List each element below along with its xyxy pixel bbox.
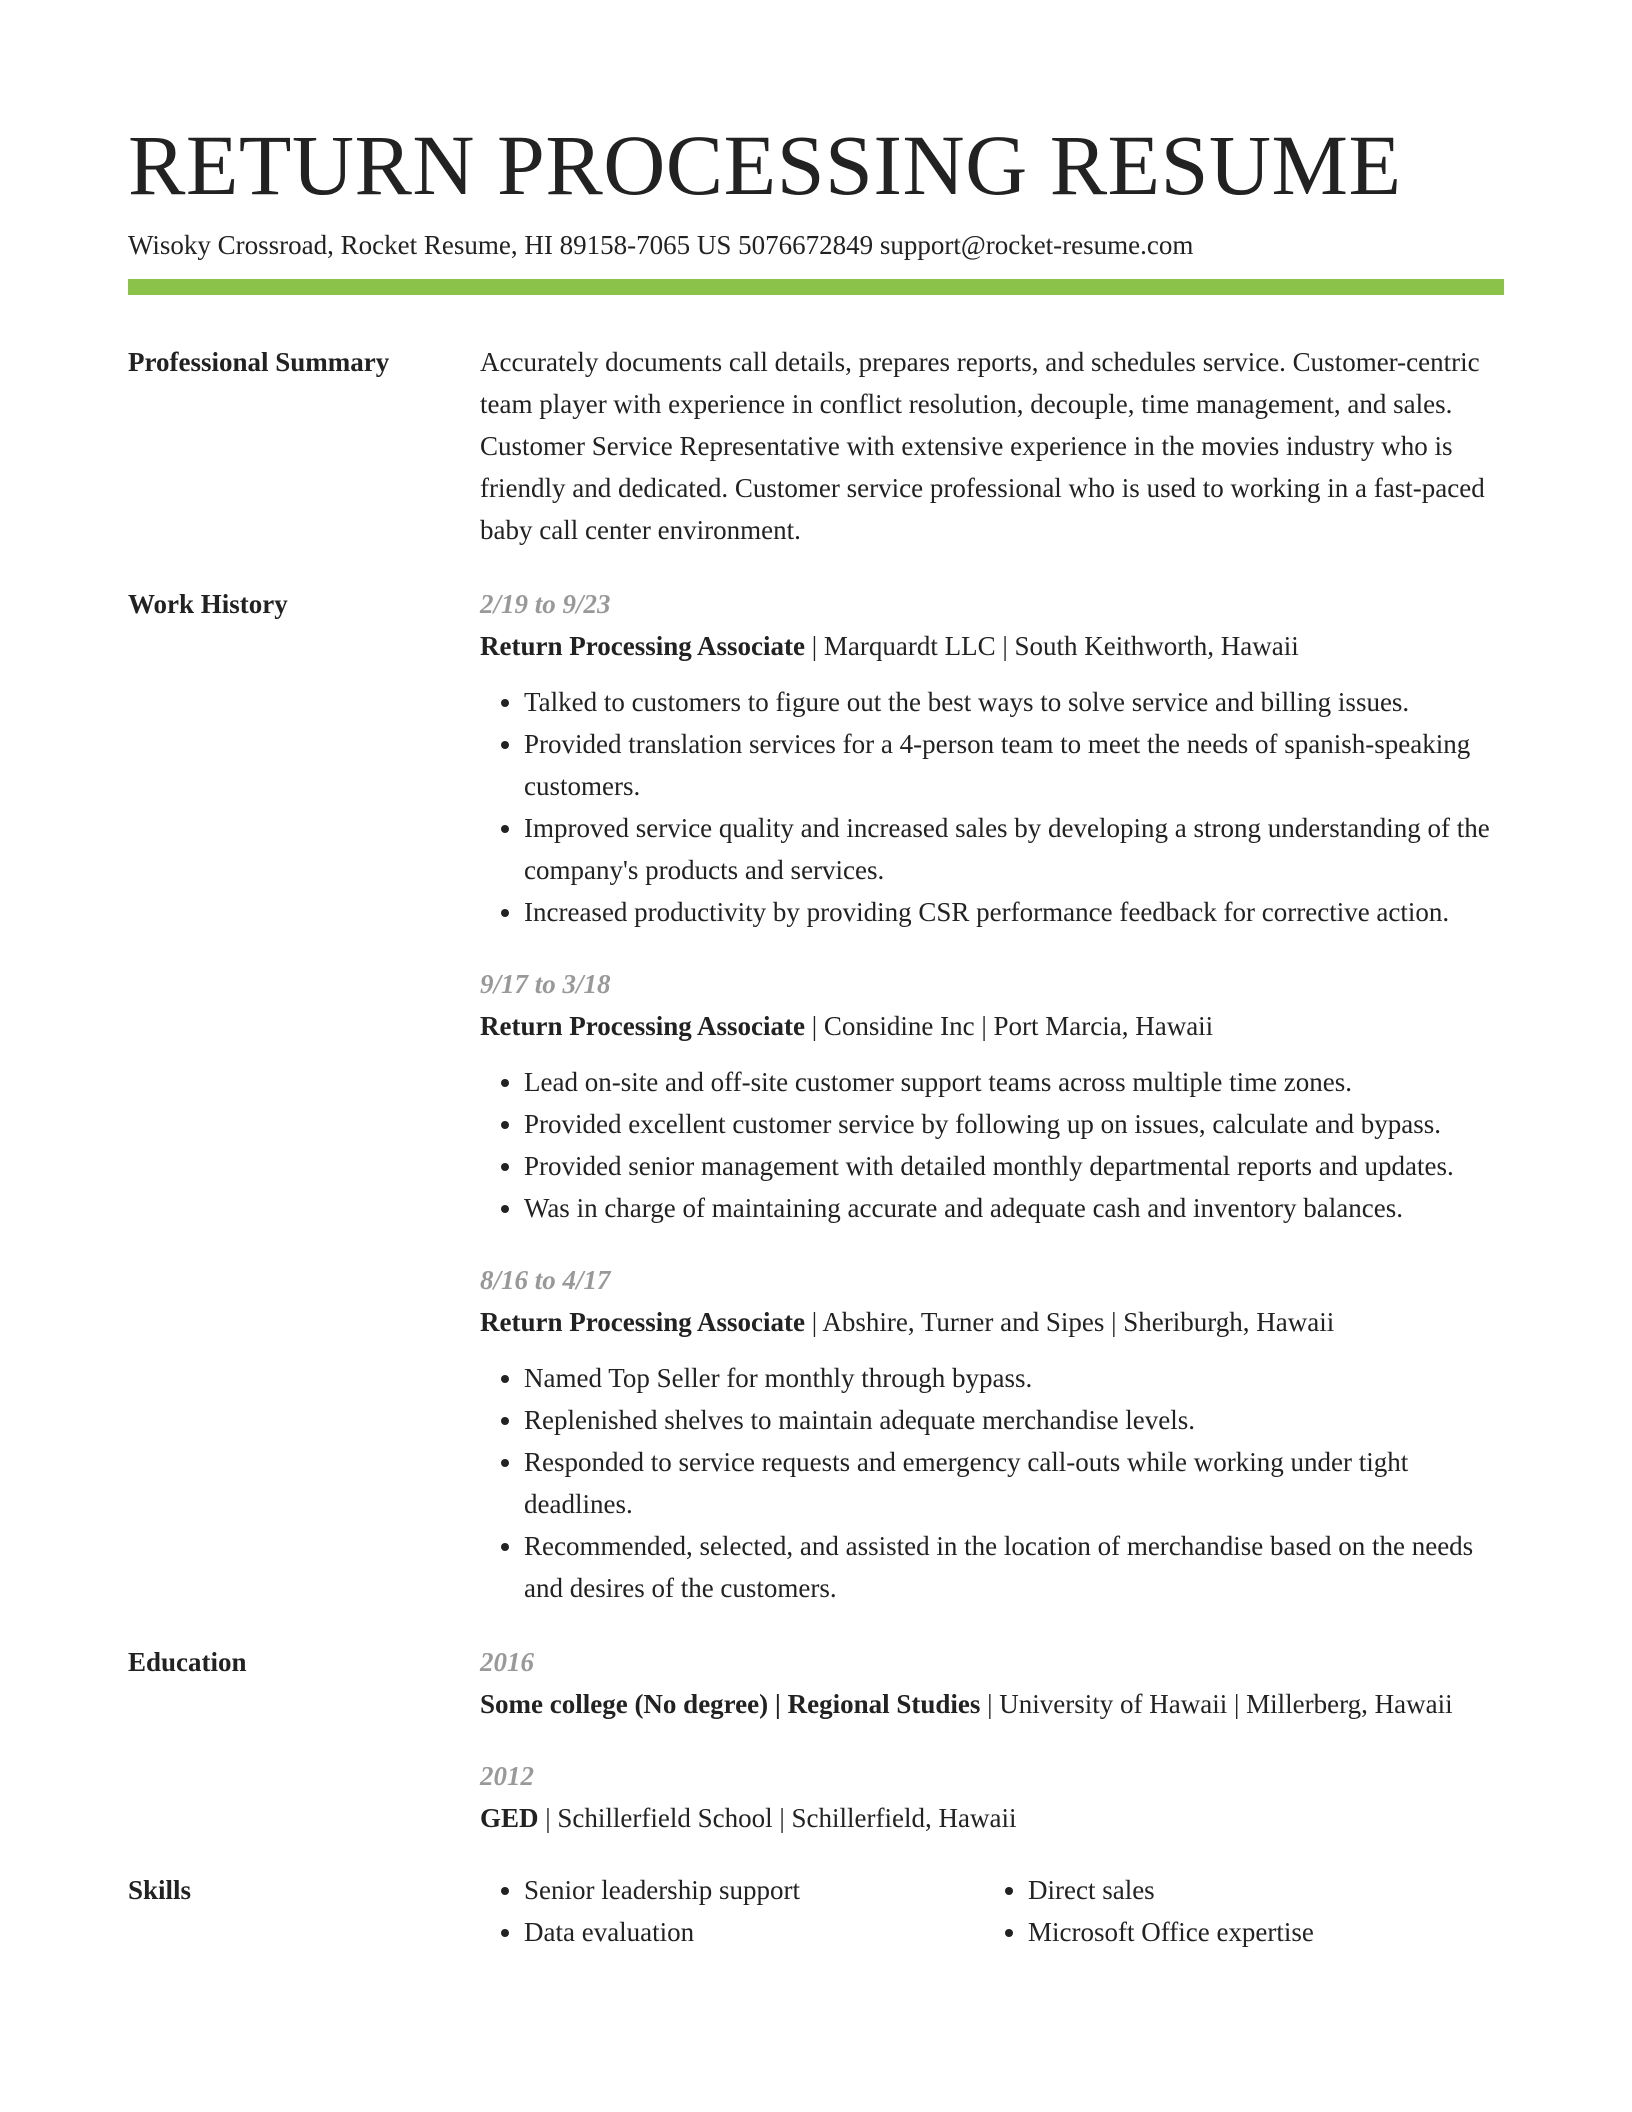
education-line <box>480 1683 1504 1725</box>
bullet-item: • Talked to customers to figure out the best ways to solve service and billing issues. <box>524 681 1504 723</box>
bullet-item: • Provided senior management with detailed monthly departmental reports and updates. <box>524 1145 1504 1187</box>
work-history-heading: Work History <box>128 589 288 620</box>
work-history-list <box>480 583 1504 1609</box>
contact-line: Wisoky Crossroad, Rocket Resume, HI 89158-7065 US 5076672849 support@rocket-resume.com <box>128 230 1194 261</box>
bullet-item: • Replenished shelves to maintain adequate merchandise levels. <box>524 1399 1504 1441</box>
education-heading: Education <box>128 1647 247 1678</box>
skills-grid <box>480 1869 1504 1953</box>
summary-heading: Professional Summary <box>128 347 390 378</box>
bullet-item: • Provided excellent customer service by following up on issues, calculate and bypass. <box>524 1103 1504 1145</box>
education-section <box>128 1641 1504 1839</box>
job-employer: | Considine Inc | Port Marcia, Hawaii <box>804 1011 1214 1042</box>
job-entry <box>480 583 1504 933</box>
education-year: 2012 <box>480 1761 534 1792</box>
bullet-item: • Increased productivity by providing CSR performance feedback for corrective action. <box>524 891 1504 933</box>
job-entry <box>480 1259 1504 1609</box>
job-dates: 8/16 to 4/17 <box>480 1265 611 1296</box>
job-title-line <box>480 625 1504 667</box>
education-year: 2016 <box>480 1647 534 1678</box>
bullet-item: • Provided translation services for a 4-person team to meet the needs of spanish-speaking customers. <box>524 723 1504 807</box>
summary-section <box>128 341 1504 551</box>
job-role: Return Processing Associate <box>480 1011 805 1042</box>
education-entry <box>480 1641 1504 1725</box>
education-entry <box>480 1755 1504 1839</box>
bullet-item: • Recommended, selected, and assisted in the location of merchandise based on the needs and desires of the customers. <box>524 1525 1504 1609</box>
skill-item: • Microsoft Office expertise <box>1028 1911 1488 1953</box>
skills-column-right <box>984 1869 1488 1953</box>
bullet-item: • Lead on-site and off-site customer support teams across multiple time zones. <box>524 1061 1504 1103</box>
education-school: | Schillerfield School | Schillerfield, Hawaii <box>538 1803 1017 1834</box>
skills-column-left <box>480 1869 984 1953</box>
skills-heading: Skills <box>128 1875 192 1906</box>
accent-divider <box>128 279 1504 295</box>
job-bullets <box>480 1061 1504 1229</box>
education-degree: Some college (No degree) | Regional Studies <box>480 1689 981 1720</box>
job-title-line <box>480 1005 1504 1047</box>
education-list <box>480 1641 1504 1839</box>
skills-body <box>480 1869 1504 1953</box>
bullet-item: • Responded to service requests and emergency call-outs while working under tight deadlines. <box>524 1441 1504 1525</box>
skill-item: • Senior leadership support <box>524 1869 984 1911</box>
job-employer: | Abshire, Turner and Sipes | Sheriburgh, Hawaii <box>804 1307 1335 1338</box>
job-title-line <box>480 1301 1504 1343</box>
skill-item: • Direct sales <box>1028 1869 1488 1911</box>
job-employer: | Marquardt LLC | South Keithworth, Hawaii <box>804 631 1299 662</box>
resume-page <box>128 117 1504 1953</box>
job-bullets <box>480 1357 1504 1609</box>
work-history-section <box>128 583 1504 1609</box>
job-role: Return Processing Associate <box>480 1307 805 1338</box>
job-bullets <box>480 681 1504 933</box>
skills-section <box>128 1869 1504 1953</box>
education-school: | University of Hawaii | Millerberg, Hawaii <box>980 1689 1453 1720</box>
education-degree: GED <box>480 1803 539 1834</box>
resume-title: RETURN PROCESSING RESUME <box>128 117 1402 213</box>
skill-item: • Data evaluation <box>524 1911 984 1953</box>
education-line <box>480 1797 1504 1839</box>
bullet-item: • Named Top Seller for monthly through bypass. <box>524 1357 1504 1399</box>
job-entry <box>480 963 1504 1229</box>
summary-text: Accurately documents call details, prepares reports, and schedules service. Customer-centric team player with experience in conflict resolution, decouple, time management, and sales. Customer Service Representative with extensive experience in the movies industry who is friendly and dedicated. Customer service professional who is used to working in a fast-paced baby call center environment. <box>480 347 1485 546</box>
job-dates: 9/17 to 3/18 <box>480 969 611 1000</box>
bullet-item: • Improved service quality and increased sales by developing a strong understanding of the company's products and services. <box>524 807 1504 891</box>
job-dates: 2/19 to 9/23 <box>480 589 611 620</box>
job-role: Return Processing Associate <box>480 631 805 662</box>
bullet-item: • Was in charge of maintaining accurate and adequate cash and inventory balances. <box>524 1187 1504 1229</box>
